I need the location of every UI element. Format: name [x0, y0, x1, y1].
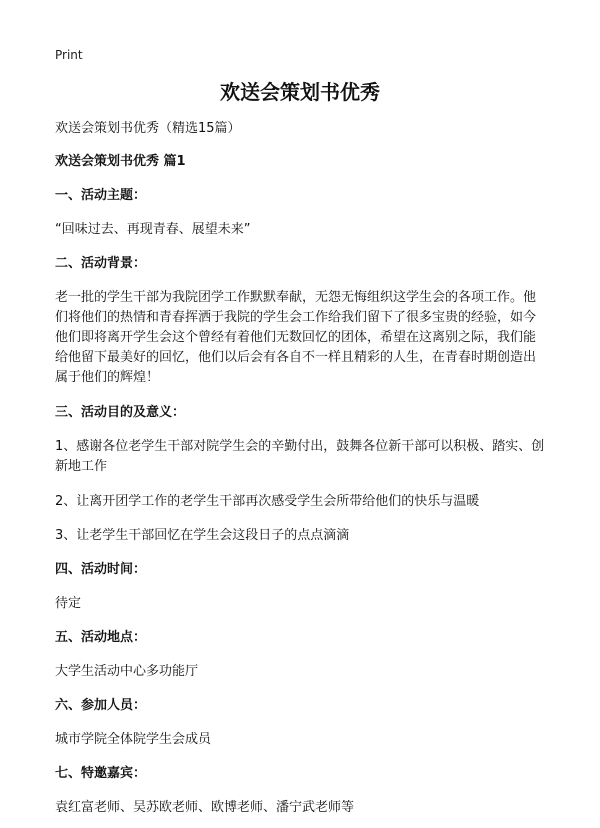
heading-location: 五、活动地点：: [55, 630, 147, 645]
document-body: [55, 120, 547, 817]
section-title: 欢送会策划书优秀 篇1: [55, 154, 186, 169]
heading-purpose: 三、活动目的及意义：: [55, 405, 186, 420]
purpose-list: [55, 437, 547, 477]
document-title: 欢送会策划书优秀: [220, 80, 380, 104]
heading-theme: 一、活动主题：: [55, 188, 147, 203]
background-paragraph-block: [55, 288, 547, 388]
participants-text: 城市学院全体院学生会成员: [55, 732, 212, 747]
purpose-item-2: 2、让离开团学工作的老学生干部再次感受学生会所带给他们的快乐与温暖: [55, 494, 480, 509]
time-text: 待定: [55, 596, 82, 611]
document-subtitle: 欢送会策划书优秀（精选15篇）: [55, 121, 241, 136]
heading-guests: 七、特邀嘉宾：: [55, 766, 147, 781]
background-text: 老一批的学生干部为我院团学工作默默奉献，无怨无悔组织这学生会的各项工作。他们将他们的热情和青春挥洒于我院的学生会工作给我们留下了很多宝贵的经验，如今他们即将离开学生会这个曾经有着他们无数回忆的团体，希望在这离别之际，我们能给他留下最美好的回忆，他们以后会有各自不一样且精彩的人生，在青春时期创造出属于他们的辉煌！: [55, 290, 537, 385]
heading-participants: 六、参加人员：: [55, 698, 147, 713]
location-text: 大学生活动中心多功能厅: [55, 664, 199, 679]
purpose-item-1: 1、感谢各位老学生干部对院学生会的辛勤付出，鼓舞各位新干部可以积极、踏实、创新地工作: [55, 439, 545, 474]
print-link[interactable]: Print: [55, 48, 83, 62]
heading-background: 二、活动背景：: [55, 256, 147, 271]
purpose-item-3: 3、让老学生干部回忆在学生会这段日子的点点滴滴: [55, 528, 350, 543]
guests-text: 袁红富老师、吴苏欧老师、欧博老师、潘宁武老师等: [55, 800, 355, 815]
heading-time: 四、活动时间：: [55, 562, 147, 577]
theme-text: “回味过去、再现青春、展望未来”: [55, 222, 251, 237]
